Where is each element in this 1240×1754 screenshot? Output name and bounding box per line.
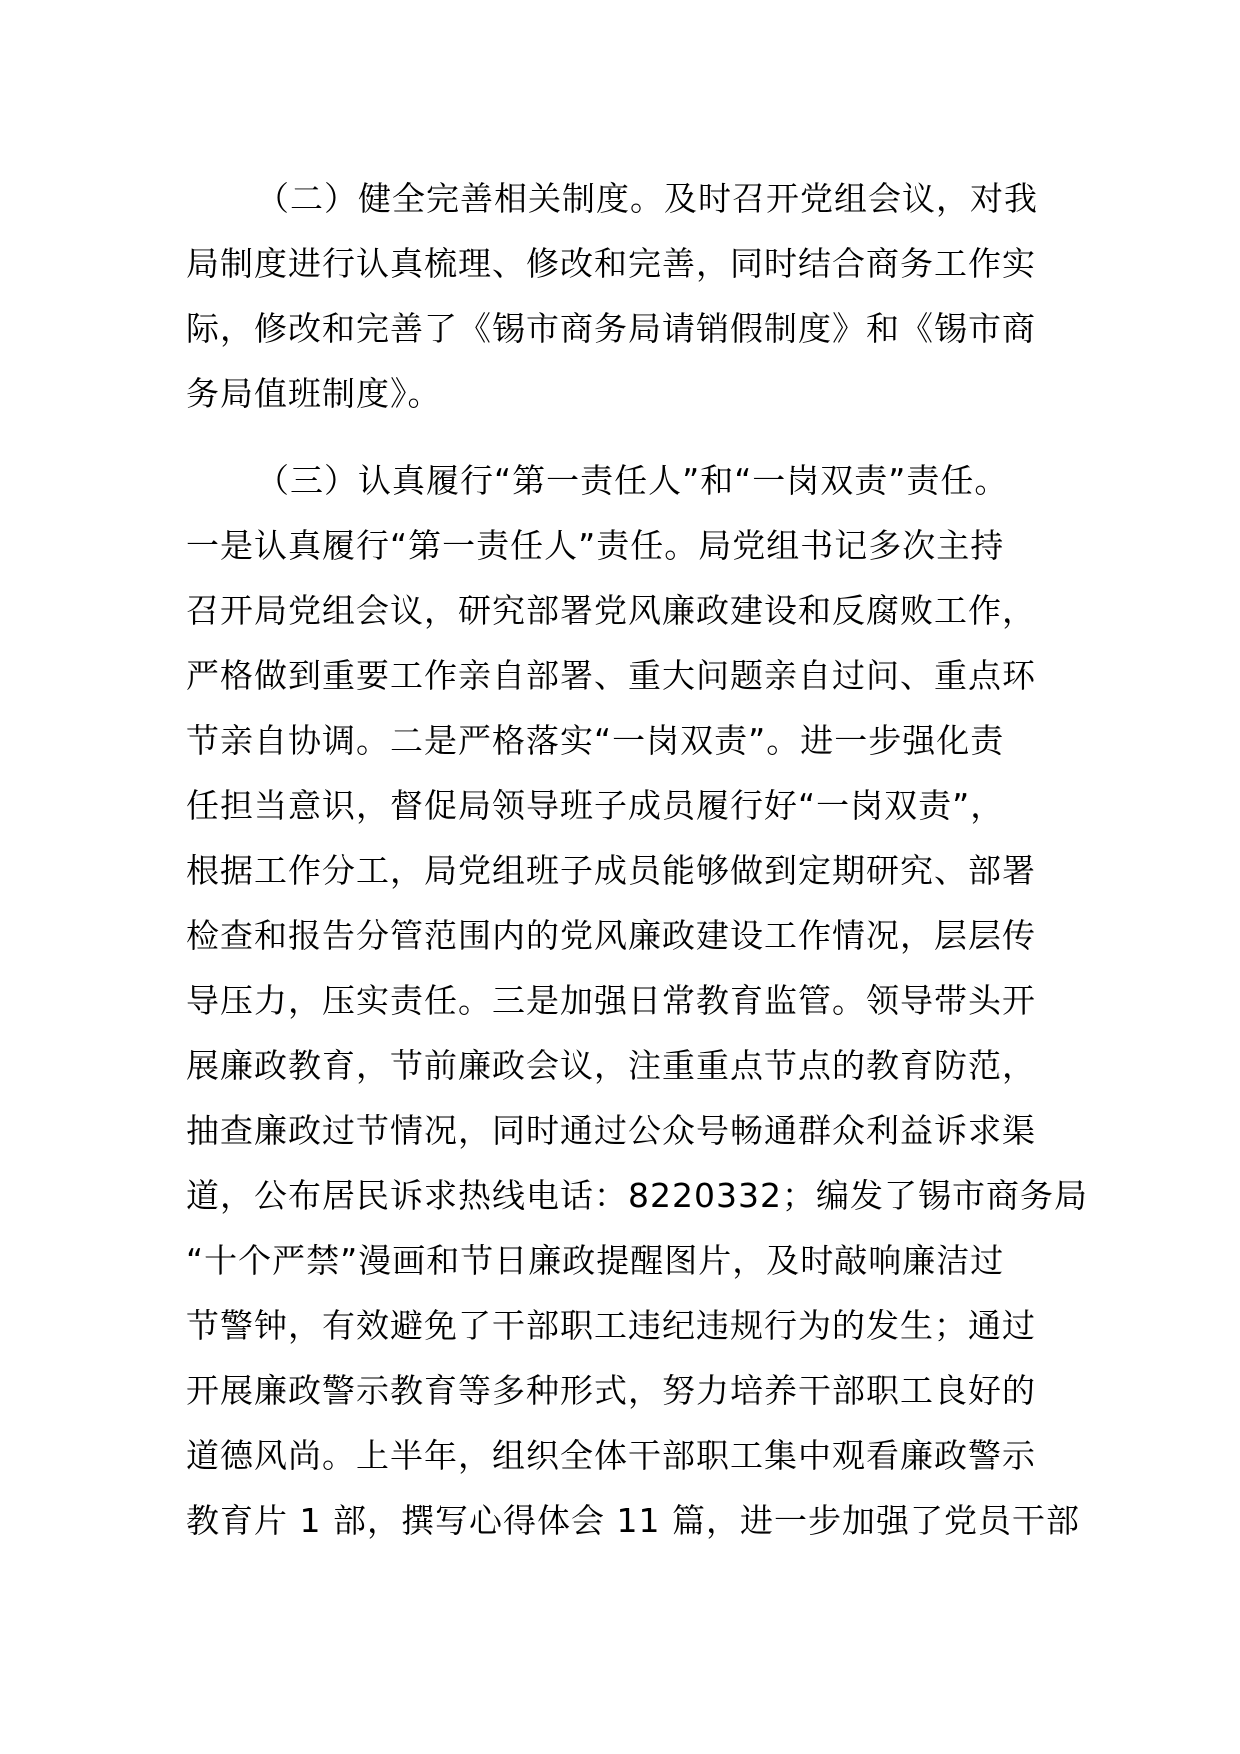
- text-line: 开展廉政警示教育等多种形式，努力培养干部职工良好的: [186, 1371, 1036, 1410]
- text-line: 检查和报告分管范围内的党风廉政建设工作情况，层层传: [186, 916, 1036, 955]
- text-line: 任担当意识，督促局领导班子成员履行好“一岗双责”，: [186, 786, 1005, 825]
- text-line: 局制度进行认真梳理、修改和完善，同时结合商务工作实: [186, 244, 1036, 283]
- text-line: 展廉政教育，节前廉政会议，注重重点节点的教育防范，: [186, 1046, 1036, 1085]
- document-body: [186, 166, 1088, 1553]
- text-line: 导压力，压实责任。三是加强日常教育监管。领导带头开: [186, 981, 1036, 1020]
- text-line: 务局值班制度》。: [186, 374, 442, 413]
- paragraph-spacer: [186, 426, 1056, 448]
- paragraph-institutions: [186, 166, 1056, 426]
- paragraph-responsibility: [186, 448, 1088, 1553]
- text-line: 一是认真履行“第一责任人”责任。局党组书记多次主持: [186, 526, 1005, 565]
- text-line: 教育片 1 部，撰写心得体会 11 篇，进一步加强了党员干部: [186, 1501, 1080, 1540]
- text-line: （三）认真履行“第一责任人”和“一岗双责”责任。: [256, 461, 1009, 500]
- text-line: 抽查廉政过节情况，同时通过公众号畅通群众利益诉求渠: [186, 1111, 1036, 1150]
- text-line: 节亲自协调。二是严格落实“一岗双责”。进一步强化责: [186, 721, 1005, 760]
- text-line: 道，公布居民诉求热线电话：8220332；编发了锡市商务局: [186, 1176, 1088, 1215]
- text-line: 根据工作分工，局党组班子成员能够做到定期研究、部署: [186, 851, 1036, 890]
- text-line: 际，修改和完善了《锡市商务局请销假制度》和《锡市商: [186, 309, 1036, 348]
- text-line: 召开局党组会议，研究部署党风廉政建设和反腐败工作，: [186, 591, 1036, 630]
- text-line: 节警钟，有效避免了干部职工违纪违规行为的发生；通过: [186, 1306, 1036, 1345]
- text-line: “十个严禁”漫画和节日廉政提醒图片，及时敲响廉洁过: [186, 1241, 1005, 1280]
- text-line: 道德风尚。上半年，组织全体干部职工集中观看廉政警示: [186, 1436, 1036, 1475]
- text-line: （二）健全完善相关制度。及时召开党组会议，对我: [256, 179, 1038, 218]
- text-line: 严格做到重要工作亲自部署、重大问题亲自过问、重点环: [186, 656, 1036, 695]
